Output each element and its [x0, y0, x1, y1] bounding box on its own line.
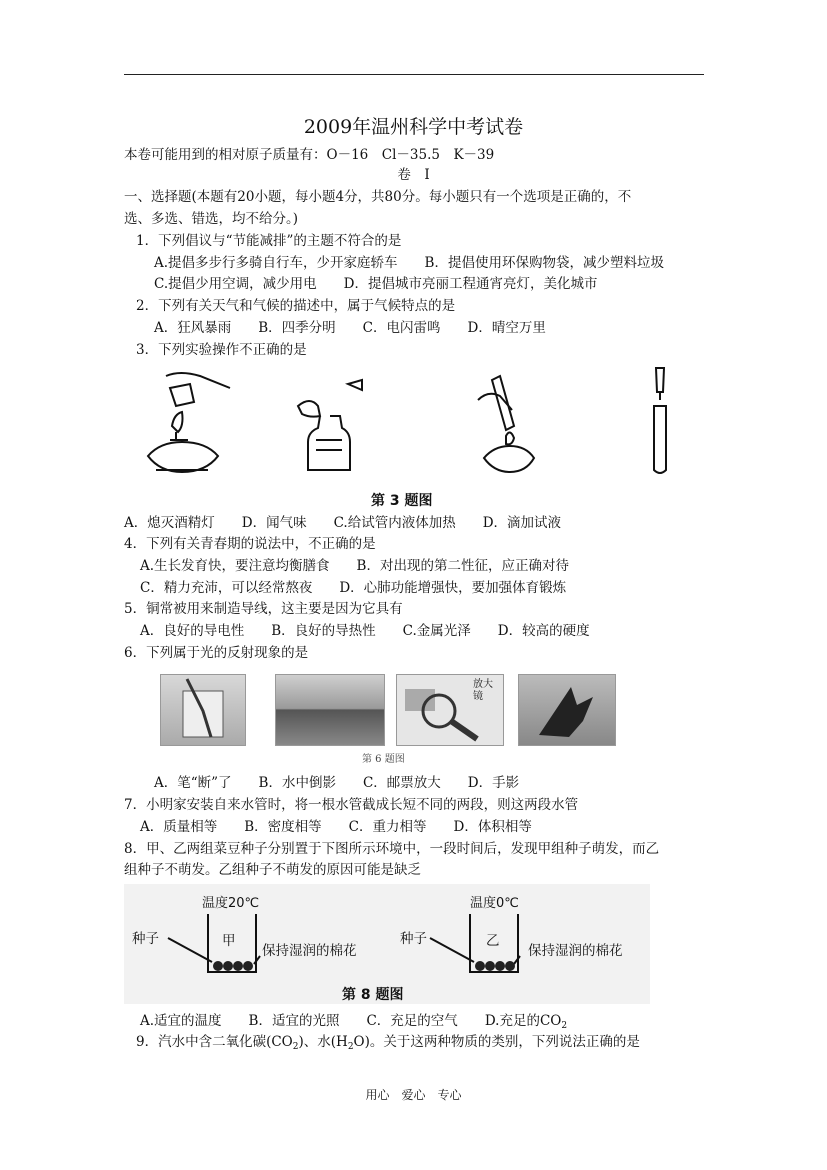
group-yi-label: 乙 — [486, 933, 500, 949]
instructions-line-1: 一、选择题(本题有20小题，每小题4分，共80分。每小题只有一个选项是正确的，不 — [124, 189, 632, 205]
question-3-options: A．熄灭酒精灯 D．闻气味 C.给试管内液体加热 D．滴加试液 — [124, 515, 562, 531]
atomic-mass-info: 本卷可能用到的相对原子质量有：O－16 Cl－35.5 K－39 — [124, 147, 495, 163]
magnifier-label: 放大镜 — [473, 679, 493, 702]
question-4-stem: 4．下列有关青春期的说法中，不正确的是 — [124, 536, 376, 552]
question-4-options-2: C．精力充沛，可以经常熬夜 D．心肺功能增强快，要加强体育锻炼 — [140, 580, 567, 596]
question-7-options: A．质量相等 B．密度相等 C．重力相等 D．体积相等 — [140, 819, 532, 835]
photo-bent-pencil — [160, 674, 246, 746]
question-8-stem-2: 组种子不萌发。乙组种子不萌发的原因可能是缺乏 — [124, 862, 421, 878]
q9-part-3: O)。关于这两种物质的类别，下列说法正确的是 — [353, 1034, 640, 1050]
photo-magnifier — [396, 674, 504, 746]
q9-sub-2: 2 — [347, 1042, 354, 1052]
question-9-stem — [136, 1033, 640, 1056]
page-footer: 用心 爱心 专心 — [365, 1088, 462, 1102]
heating-test-tube-icon — [478, 376, 534, 472]
question-2-options: A．狂风暴雨 B．四季分明 C．电闪雷鸣 D．晴空万里 — [154, 320, 546, 336]
question-8-stem-1: 8．甲、乙两组菜豆种子分别置于下图所示环境中，一段时间后，发现甲组种子萌发，而乙 — [124, 841, 660, 857]
seed-label-left: 种子 — [132, 931, 159, 947]
question-5-options: A．良好的导电性 B．良好的导热性 C.金属光泽 D．较高的硬度 — [140, 623, 590, 639]
photo-water-reflection — [275, 674, 385, 746]
question-3-stem: 3．下列实验操作不正确的是 — [136, 342, 307, 358]
co2-subscript: 2 — [561, 1021, 568, 1031]
question-8-figure — [124, 884, 650, 1004]
option-b: B．适宜的光照 — [248, 1013, 340, 1029]
question-1-options-1: A.提倡多步行多骑自行车，少开家庭轿车 B．提倡使用环保购物袋，减少塑料垃圾 — [154, 255, 664, 271]
left-temperature: 温度20℃ — [202, 896, 260, 911]
page-title: 2009年温州科学中考试卷 — [303, 116, 524, 138]
photo-hand-shadow — [518, 674, 616, 746]
question-8-caption: 第 8 题图 — [342, 987, 404, 1003]
question-8-options — [140, 1012, 567, 1035]
question-6-options: A．笔“断”了 B．水中倒影 C．邮票放大 D．手影 — [154, 775, 520, 791]
q9-part-2: )、水(H — [298, 1034, 348, 1050]
alcohol-lamp-icon — [148, 373, 230, 472]
smelling-gas-icon — [298, 380, 362, 470]
option-d: D.充足的CO — [484, 1013, 562, 1029]
question-4-options-1: A.生长发育快，要注意均衡膳食 B．对出现的第二性征，应正确对待 — [140, 558, 569, 574]
question-7-stem: 7．小明家安装自来水管时，将一根水管截成长短不同的两段，则这两段水管 — [124, 797, 579, 813]
cotton-label-right: 保持湿润的棉花 — [528, 943, 623, 959]
question-5-stem: 5．铜常被用来制造导线，这主要是因为它具有 — [124, 601, 403, 617]
header-rule — [124, 74, 704, 75]
question-1-options-2: C.提倡少用空调，减少用电 D．提倡城市亮丽工程通宵亮灯，美化城市 — [154, 276, 598, 292]
question-3-caption: 第 3 题图 — [371, 493, 433, 509]
question-6-caption: 第 6 题图 — [362, 754, 405, 765]
question-6-stem: 6．下列属于光的反射现象的是 — [124, 645, 309, 661]
q9-sub-1: 2 — [292, 1042, 299, 1052]
q9-part-1: 9．汽水中含二氧化碳(CO — [136, 1034, 293, 1050]
option-a: A.适宜的温度 — [140, 1013, 222, 1029]
question-1-stem: 1．下列倡议与“节能减排”的主题不符合的是 — [136, 233, 402, 249]
instructions-line-2: 选、多选、错选，均不给分。) — [124, 211, 299, 227]
option-c: C．充足的空气 — [366, 1013, 458, 1029]
seed-label-right: 种子 — [400, 931, 427, 947]
section-label: 卷 I — [397, 167, 430, 183]
dropper-icon — [654, 368, 666, 473]
group-jia-label: 甲 — [222, 933, 236, 949]
question-2-stem: 2．下列有关天气和气候的描述中，属于气候特点的是 — [136, 298, 456, 314]
cotton-label-left: 保持湿润的棉花 — [262, 943, 357, 959]
question-3-figure — [130, 366, 690, 481]
right-temperature: 温度0℃ — [470, 896, 519, 911]
